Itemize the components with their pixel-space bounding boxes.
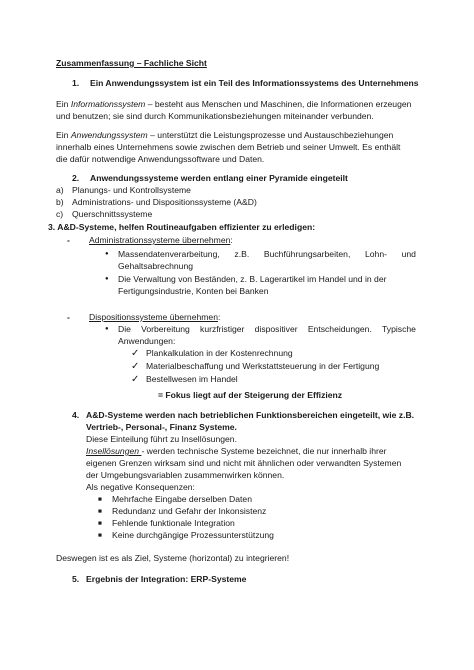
bullet-item [118,249,416,260]
section-1-number: 1. [72,78,80,88]
word: Lohn- [364,249,387,259]
list-item: Querschnittssysteme [72,209,153,219]
paragraph-line: die dafür notwendige Anwendungssoftware und Daten. [56,154,265,164]
paragraph-line: innerhalb eines Unternehmens sowie zwischen dem Betrieb und seiner Umwelt. Es enthält [56,142,401,152]
paragraph-text: – besteht aus Menschen und Maschinen, die Informationen erzeugen [145,99,412,109]
section-2-heading: Anwendungssysteme werden entlang einer Pyramide eingeteilt [90,173,348,183]
list-item: Planungs- und Kontrollsysteme [72,185,191,195]
word: Vorbereitung [141,324,190,334]
conclusion-line: Deswegen ist es als Ziel, Systeme (horizontal) zu integrieren! [56,553,290,563]
paragraph-prefix: Ein [56,99,71,109]
insellosungen-definition [86,446,387,457]
paragraph-line: und benutzen; sie sind durch Kommunikationsbeziehungen miteinander verbunden. [56,111,374,121]
word: z.B. [234,249,250,259]
paragraph-line: Diese Einteilung führt zu Insellösungen. [86,434,237,444]
section-4-heading-continued: Vertrieb-, Personal-, Finanz Systeme. [86,422,237,432]
section-1-heading: Ein Anwendungssystem ist ein Teil des Informationssystems des Unternehmens [90,78,419,88]
word: ● Die [118,324,131,334]
section-3-heading: 3. A&D-Systeme, helfen Routineaufgaben effizienter zu erledigen: [48,222,316,232]
word: Buchführungsarbeiten, [263,249,351,259]
paragraph-line: der Umgebungsvariablen zusammenwirken können. [86,470,285,480]
section-5-heading: Ergebnis der Integration: ERP-Systeme [86,574,247,584]
term-anwendungssystem: Anwendungssystem [70,130,148,140]
colon: : [230,235,233,245]
word: und [401,249,416,259]
term-informationssystem: Informationssystem [70,99,146,109]
section-4-number: 4. [72,410,80,420]
page-title: Zusammenfassung – Fachliche Sicht [56,58,207,68]
consequence-item: ■ Fehlende funktionale Integration [112,518,235,529]
list-marker: c) [56,209,64,219]
paragraph-informationssystem [56,99,411,110]
consequence-item: ■ Keine durchgängige Prozessunterstützung [112,530,274,541]
consequence-item: ■ Redundanz und Gefahr der Inkonsistenz [112,506,266,517]
focus-note: = Fokus liegt auf der Steigerung der Effizienz [158,390,343,400]
list-item: Administrations- und Dispositionssysteme (A&D) [72,197,257,207]
check-item: ✓ Materialbeschaffung und Werkstattsteuerung in der Fertigung [146,361,379,372]
list-marker: b) [56,197,64,207]
paragraph-text: - werden technische Systeme bezeichnet, die nur innerhalb ihrer [141,446,387,456]
colon: : [217,312,221,322]
word: dispositiver [254,324,298,334]
word: ● Massendatenverarbeitung, [118,249,220,259]
consequences-label: Als negative Konsequenzen: [86,482,195,492]
administrationssysteme-label: Administrationssysteme übernehmen [89,235,231,245]
check-item: ✓ Plankalkulation in der Kostenrechnung [146,348,293,359]
dispositionssysteme-label: Dispositionssysteme übernehmen [89,312,218,322]
consequence-item: ■ Mehrfache Eingabe derselben Daten [112,494,252,505]
section-4-heading: A&D-Systeme werden nach betrieblichen Funktionsbereichen eingeteilt, wie z.B. [86,410,415,420]
bullet-item [118,324,416,335]
paragraph-prefix: Ein [56,130,71,140]
bullet-item: ● Die Verwaltung von Beständen, z. B. Lagerartikel im Handel und in der [118,274,386,285]
bullet-item-continued: Anwendungen: [118,336,176,346]
list-marker: a) [56,185,64,195]
dispositionssysteme-item [89,312,220,323]
paragraph-anwendungssystem [56,130,393,141]
bullet-item-continued: Gehaltsabrechnung [118,261,194,271]
administrationssysteme-item [89,235,233,246]
word: Typische [382,324,416,334]
section-5-number: 5. [72,574,80,584]
section-2-number: 2. [72,173,80,183]
paragraph-text: – unterstützt die Leistungsprozesse und Austauschbeziehungen [147,130,394,140]
check-item: ✓ Bestellwesen im Handel [146,374,238,385]
bullet-item-continued: Fertigungsindustrie, Konten bei Banken [118,286,269,296]
word: Entscheidungen. [307,324,372,334]
word: kurzfristiger [200,324,245,334]
paragraph-line: eigenen Grenzen wirksam sind und nicht mit ähnlichen oder verwandten Systemen [86,458,402,468]
term-insellosungen: Insellösungen [86,446,142,456]
